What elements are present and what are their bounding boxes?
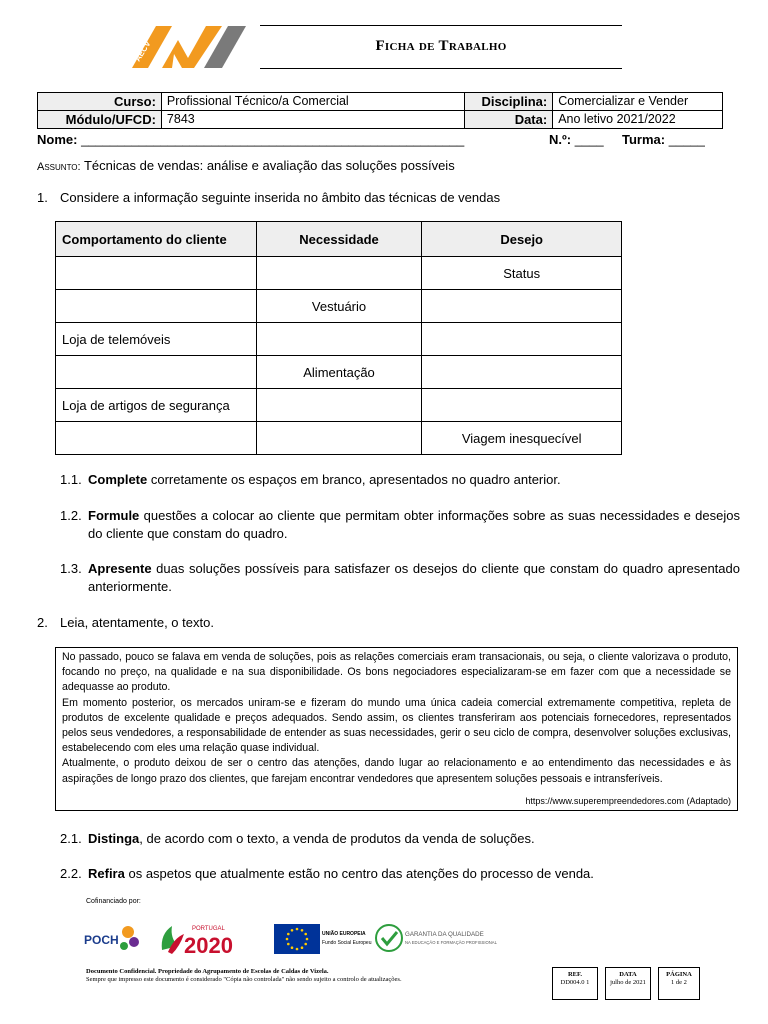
table-row [56,257,622,290]
table-cell: Loja de telemóveis [56,323,257,356]
question-1-1-number: 1.1. [60,472,82,487]
portugal-text: PORTUGAL [192,926,225,932]
footer-date-value: julho de 2021 [610,979,646,986]
header-necessidade: Necessidade [256,222,422,257]
eu-text [322,930,371,948]
p2020-text: 2020 [184,933,233,956]
numero-label: N.º: [549,132,572,147]
question-1 [37,190,501,205]
confidential-line-1: Documento Confidencial. Propriedade do Agrupamento de Escolas de Caldas de Vizela. [86,968,329,975]
page-label: PÁGINA [666,971,692,978]
reading-text-box [55,647,738,811]
title-top-rule [260,25,622,26]
table-cell [422,356,622,389]
disciplina-value: Comercializar e Vender [553,93,723,111]
eu-title: UNIÃO EUROPEIA [322,931,366,937]
question-2 [37,615,214,630]
question-1-1 [60,471,740,489]
reading-paragraph: Em momento posterior, os mercados uniram-se e fizeram do mundo uma única cadeia comercial extremamente competitiva, repleta de produtos de excelente qualidade e preços adequados. Sendo assim, os clientes transferiram aos potenciais fornecedores, representados pelos seus vendedores, a responsabilidade de entender as suas necessidades, gerir o seu ciclo de compra, desenvolver soluções exclusivas, estabelecendo com eles uma relação quase individual. [62,696,731,755]
garantia-subtitle: NA EDUCAÇÃO E FORMAÇÃO PROFISSIONAL [405,940,497,945]
question-1-1-text: corretamente os espaços em branco, apresentados no quadro anterior. [147,472,561,487]
student-info-line [37,132,723,147]
ref-box [552,967,598,1000]
table-row [56,356,622,389]
portugal-2020-logo [158,920,258,956]
confidential-notice [86,968,546,984]
question-1-3 [60,560,740,596]
question-1-number: 1. [37,190,48,205]
table-row [56,422,622,455]
table-cell [56,290,257,323]
table-cell [422,323,622,356]
table-row [56,323,622,356]
cofinanciado-label: Cofinanciado por: [86,898,141,905]
reading-paragraph: Atualmente, o produto deixou de ser o centro das atenções, dando lugar ao relacionamento e ao entendimento das necessidades e às aspirações de longo prazo dos clientes, que farejam encontrar vendedores que apresentem soluções pessoais e intransferíveis. [62,757,731,785]
curso-label: Curso: [38,93,162,111]
eu-subtitle: Fundo Social Europeu [322,940,372,946]
source-url[interactable]: https://www.superempreendedores.com [525,795,684,806]
question-2-1-number: 2.1. [60,831,82,846]
question-1-2-verb: Formule [88,508,140,523]
table-cell [56,257,257,290]
check-icon [375,924,403,952]
question-2-1 [60,830,740,848]
footer-date-label: DATA [619,971,637,978]
question-2-2-text: os aspetos que atualmente estão no centro das atenções do processo de venda. [124,866,594,881]
ref-value: DD004.0 1 [560,979,590,986]
garantia-title: GARANTIA DA QUALIDADE [405,931,484,938]
question-1-3-verb: Apresente [88,561,152,576]
table-cell: Viagem inesquecível [422,422,622,455]
header-desejo: Desejo [422,222,622,257]
table-cell [256,422,422,455]
table-cell [256,389,422,422]
question-2-2-verb: Refira [88,866,125,881]
nome-label: Nome: [37,132,78,147]
turma-field: _____ [668,132,705,147]
question-1-2-number: 1.2. [60,508,82,523]
assunto-line [37,158,455,173]
modulo-label: Módulo/UFCD: [38,111,162,129]
ref-label: REF. [567,971,583,978]
nome-field: _____________________________________________________ [81,132,465,147]
logo-text: AECV [133,39,153,64]
client-table [55,221,622,455]
info-table [37,92,723,129]
question-2-1-text: , de acordo com o texto, a venda de produtos da venda de soluções. [139,831,535,846]
question-1-2-text: questões a colocar ao cliente que permitam obter informações sobre as suas necessidades e desejos do cliente que constam do quadro. [88,508,740,541]
table-cell [422,290,622,323]
header-comportamento: Comportamento do cliente [56,222,257,257]
table-cell [56,356,257,389]
title-bottom-rule [260,68,622,69]
modulo-value: 7843 [161,111,464,129]
disciplina-label: Disciplina: [465,93,553,111]
question-1-1-verb: Complete [88,472,148,487]
table-cell: Vestuário [256,290,422,323]
assunto-label: Assunto: [37,161,81,173]
turma-label: Turma: [622,132,666,147]
page-title: Ficha de Trabalho [375,38,507,54]
poch-logo [82,922,144,954]
reading-paragraph: No passado, pouco se falava em venda de soluções, pois as relações comerciais eram transacionais, ou seja, o cliente valorizava o produto, focando no preço, na qualidade e na sua disponibilidade. Os bons negociadores especializaram-se em fazer com que a necessidade se adequasse ao produto. [62,651,731,694]
confidential-line-2: Sempre que impresso este documento é considerado "Cópia não controlada" não sendo sujeito a controlo de atualizações. [86,976,402,983]
page-value: 1 de 2 [671,979,687,986]
table-cell [422,389,622,422]
eu-flag-icon [274,924,320,954]
question-1-2 [60,507,740,543]
curso-value: Profissional Técnico/a Comercial [161,93,464,111]
source-note: (Adaptado) [686,795,731,806]
source-citation [525,794,731,809]
table-cell [256,257,422,290]
question-1-3-number: 1.3. [60,561,82,576]
table-cell [256,323,422,356]
table-cell: Alimentação [256,356,422,389]
data-label: Data: [465,111,553,129]
garantia-qualidade-logo [375,922,525,954]
table-row [56,389,622,422]
table-cell: Loja de artigos de segurança [56,389,257,422]
table-row [56,290,622,323]
date-box [605,967,651,1000]
table-cell [56,422,257,455]
question-2-number: 2. [37,615,48,630]
numero-field: ____ [574,132,604,147]
poch-text: POCH [84,933,119,947]
question-2-text: Leia, atentamente, o texto. [60,615,214,630]
data-value: Ano letivo 2021/2022 [553,111,723,129]
school-logo [132,24,246,68]
question-2-2 [60,865,740,883]
table-cell: Status [422,257,622,290]
question-2-2-number: 2.2. [60,866,82,881]
question-1-3-text: duas soluções possíveis para satisfazer os desejos do cliente que constam do quadro apresentado anteriormente. [88,561,740,594]
question-2-1-verb: Distinga [88,831,140,846]
question-1-text: Considere a informação seguinte inserida no âmbito das técnicas de vendas [60,190,501,205]
assunto-text: Técnicas de vendas: análise e avaliação das soluções possíveis [83,158,455,173]
page-box [658,967,700,1000]
